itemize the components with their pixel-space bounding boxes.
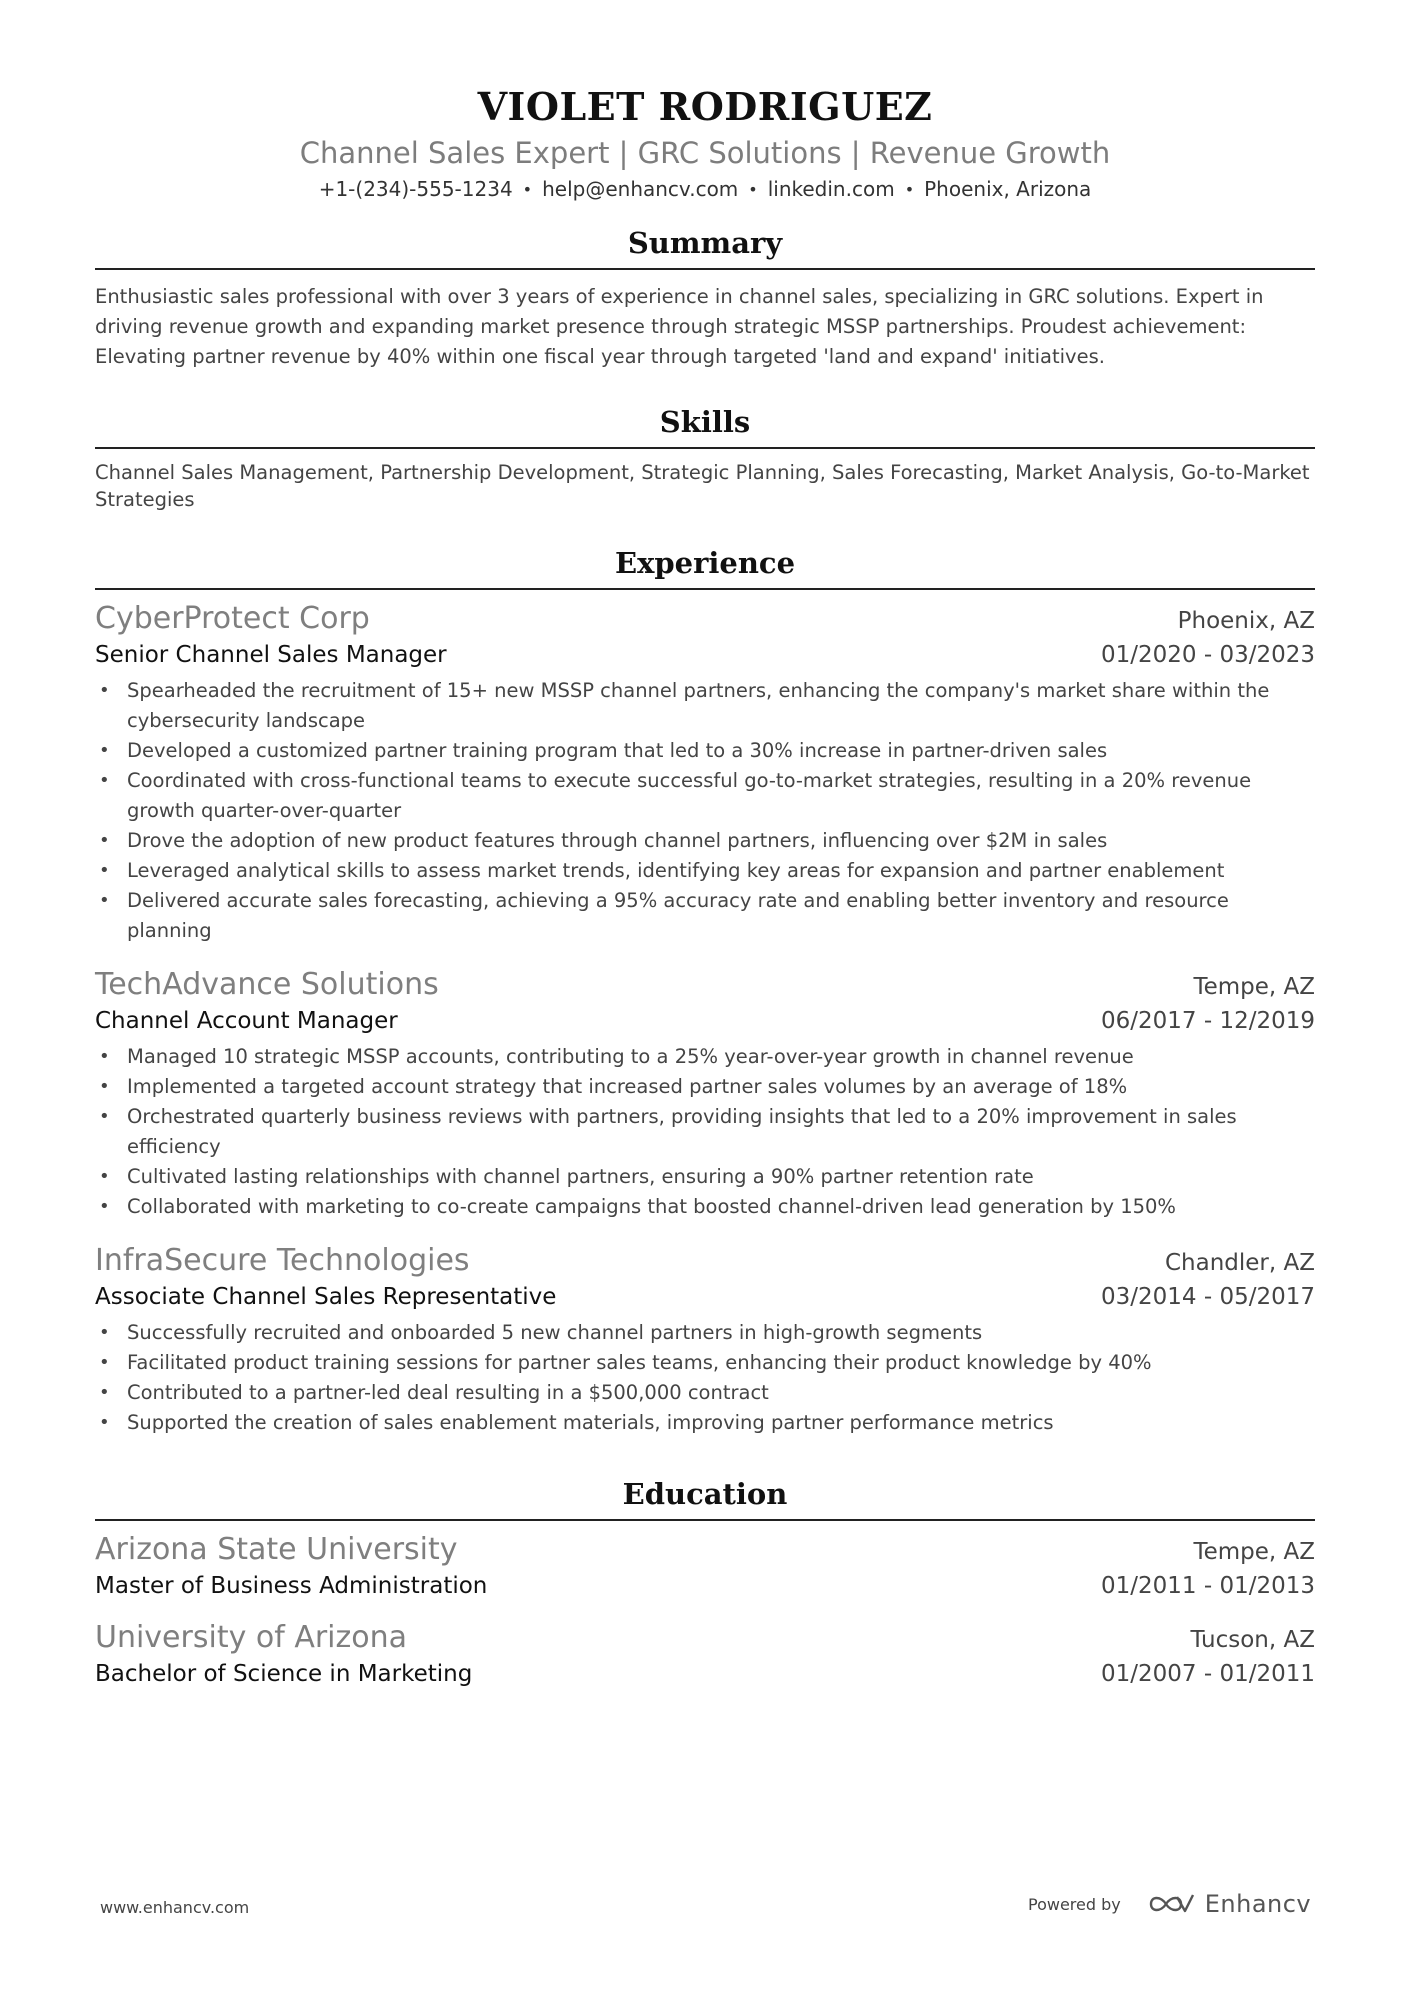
footer-branding [1028, 1890, 1311, 1918]
separator-dot: • [748, 180, 758, 199]
linkedin-link[interactable]: linkedin.com [767, 177, 895, 201]
school-location: Tucson, AZ [1190, 1627, 1315, 1653]
headline: Channel Sales Expert | GRC Solutions | Revenue Growth [299, 136, 1111, 170]
section-title-skills: Skills [659, 405, 751, 439]
job-dates: 03/2014 - 05/2017 [1100, 1284, 1315, 1310]
resume-page [95, 82, 1315, 1691]
education-entry [95, 1531, 1315, 1603]
section-title-education: Education [622, 1477, 788, 1511]
bullet-item: • Managed 10 strategic MSSP accounts, contributing to a 25% year-over-year growth in channel revenue [95, 1042, 1315, 1072]
bullet-item: • Implemented a targeted account strategy that increased partner sales volumes by an average of 18% [95, 1072, 1315, 1102]
bullet-item: • Drove the adoption of new product features through channel partners, influencing over $2M in sales [95, 826, 1315, 856]
education-section [95, 1474, 1315, 1691]
experience-entry [95, 966, 1315, 1222]
job-title: Channel Account Manager [95, 1008, 398, 1034]
section-title-experience: Experience [614, 546, 796, 580]
school-location: Tempe, AZ [1193, 1539, 1315, 1565]
job-title: Senior Channel Sales Manager [95, 642, 447, 668]
location: Phoenix, Arizona [924, 177, 1092, 201]
school-name: University of Arizona [95, 1620, 408, 1655]
bullet-item: • Successfully recruited and onboarded 5 new channel partners in high-growth segments [95, 1318, 1315, 1348]
candidate-name: VIOLET RODRIGUEZ [477, 84, 933, 129]
experience-entry [95, 600, 1315, 946]
bullet-item: • Contributed to a partner-led deal resulting in a $500,000 contract [95, 1378, 1315, 1408]
bullet-list [95, 1318, 1315, 1438]
job-title: Associate Channel Sales Representative [95, 1284, 557, 1310]
bullet-item: • Facilitated product training sessions for partner sales teams, enhancing their product knowledge by 40% [95, 1348, 1315, 1378]
summary-section [95, 223, 1315, 372]
job-dates: 01/2020 - 03/2023 [1100, 642, 1315, 668]
contact-line [95, 174, 1315, 205]
bullet-item: • Orchestrated quarterly business reviews with partners, providing insights that led to a 20% improvement in sales efficiency [95, 1102, 1315, 1162]
education-entry [95, 1619, 1315, 1691]
separator-dot: • [904, 180, 915, 199]
phone[interactable]: +1-(234)-555-1234 [318, 177, 513, 201]
experience-entry [95, 1242, 1315, 1438]
section-divider [95, 588, 1315, 590]
skills-text: Channel Sales Management, Partnership Development, Strategic Planning, Sales Forecasting, Market Analysis, Go-to-Market Strategies [95, 461, 1310, 511]
job-location: Tempe, AZ [1193, 974, 1315, 1000]
skills-section [95, 402, 1315, 513]
degree: Master of Business Administration [95, 1573, 488, 1599]
company-name: TechAdvance Solutions [95, 967, 439, 1002]
section-divider [95, 1519, 1315, 1521]
job-location: Chandler, AZ [1164, 1250, 1315, 1276]
company-name: InfraSecure Technologies [95, 1243, 470, 1278]
bullet-item: • Collaborated with marketing to co-create campaigns that boosted channel-driven lead generation by 150% [95, 1192, 1315, 1222]
section-divider [95, 447, 1315, 449]
job-location: Phoenix, AZ [1177, 608, 1315, 634]
section-title-summary: Summary [627, 226, 783, 260]
enhancv-logo-icon [1147, 1891, 1195, 1917]
powered-by-label: Powered by [1028, 1894, 1121, 1914]
footer-website-link[interactable]: www.enhancv.com [100, 1898, 250, 1917]
experience-section [95, 543, 1315, 1438]
summary-text: Enthusiastic sales professional with over 3 years of experience in channel sales, specializing in GRC solutions. Expert in driving revenue growth and expanding market presence through strategic MSSP partnerships. Proudest achievement: Elevating partner revenue by 40% within one fiscal year through targeted 'land and expand' initiatives. [95, 285, 1264, 368]
bullet-list [95, 676, 1315, 946]
job-dates: 06/2017 - 12/2019 [1100, 1008, 1315, 1034]
section-divider [95, 268, 1315, 270]
bullet-item: • Developed a customized partner training program that led to a 30% increase in partner-driven sales [95, 736, 1315, 766]
bullet-list [95, 1042, 1315, 1222]
separator-dot: • [522, 180, 533, 199]
school-name: Arizona State University [95, 1532, 458, 1567]
bullet-item: • Delivered accurate sales forecasting, achieving a 95% accuracy rate and enabling better inventory and resource planning [95, 886, 1315, 946]
education-dates: 01/2011 - 01/2013 [1100, 1573, 1315, 1599]
company-name: CyberProtect Corp [95, 601, 370, 636]
bullet-item: • Supported the creation of sales enablement materials, improving partner performance metrics [95, 1408, 1315, 1438]
education-dates: 01/2007 - 01/2011 [1100, 1661, 1315, 1687]
brand-name: Enhancv [1204, 1890, 1312, 1918]
email[interactable]: help@enhancv.com [542, 177, 739, 201]
bullet-item: • Leveraged analytical skills to assess market trends, identifying key areas for expansion and partner enablement [95, 856, 1315, 886]
bullet-item: • Coordinated with cross-functional teams to execute successful go-to-market strategies, resulting in a 20% revenue growth quarter-over-quarter [95, 766, 1315, 826]
bullet-item: • Cultivated lasting relationships with channel partners, ensuring a 90% partner retention rate [95, 1162, 1315, 1192]
bullet-item: • Spearheaded the recruitment of 15+ new MSSP channel partners, enhancing the company's market share within the cybersecurity landscape [95, 676, 1315, 736]
degree: Bachelor of Science in Marketing [95, 1661, 473, 1687]
